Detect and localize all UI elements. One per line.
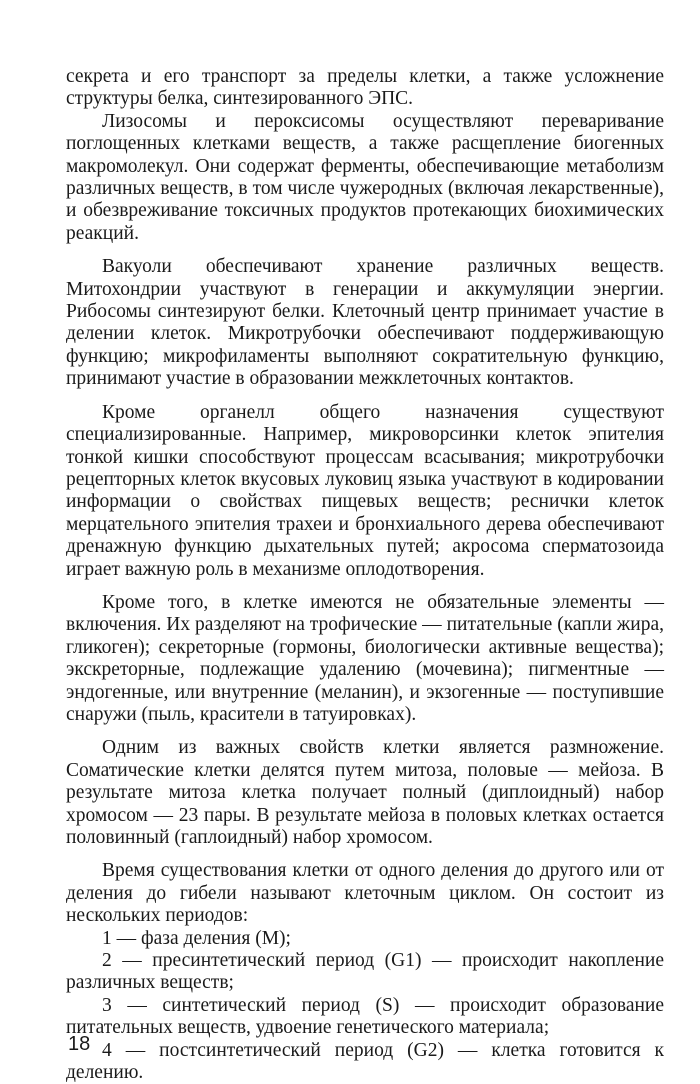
list-item-phase-2: 2 — пресинтетический период (G1) — происходит накопление различных веществ;: [66, 950, 664, 994]
paragraph-vacuoles: Вакуоли обеспечивают хранение различных веществ. Митохондрии участвуют в генерации и аккумуляции энергии. Рибосомы синтезируют белки. Клеточный центр принимает участие в делении клеток. Микротрубочки обеспечивают поддерживающую функцию; микрофиламенты выполняют сократительную функцию, принимают участие в образовании межклеточных контактов.: [66, 256, 664, 390]
paragraph-secretion-continuation: секрета и его транспорт за пределы клетки, а также усложнение структуры белка, синтезированного ЭПС.: [66, 66, 664, 110]
page-body-text: [66, 66, 664, 1084]
paragraph-specialized-organelles: Кроме органелл общего назначения существуют специализированные. Например, микроворсинки клеток эпителия тонкой кишки способствуют процессам всасывания; микротрубочки рецепторных клеток вкусовых луковиц языка участвуют в кодировании информации о свойствах пищевых веществ; реснички клеток мерцательного эпителия трахеи и бронхиального дерева обеспечивают дренажную функцию дыхательных путей; акросома сперматозоида играет важную роль в механизме оплодотворения.: [66, 401, 664, 580]
paragraph-lysosomes: Лизосомы и пероксисомы осуществляют переваривание поглощенных клетками веществ, а также расщепление биогенных макромолекул. Они содержат ферменты, обеспечивающие метаболизм различных веществ, в том числе чужеродных (включая лекарственные), и обезвреживание токсичных продуктов протекающих биохимических реакций.: [66, 110, 664, 244]
list-item-phase-4: 4 — постсинтетический период (G2) — клетка готовится к делению.: [66, 1039, 664, 1084]
list-item-phase-3: 3 — синтетический период (S) — происходит образование питательных веществ, удвоение генетического материала;: [66, 994, 664, 1039]
list-item-phase-1: 1 — фаза деления (М);: [102, 927, 291, 949]
paragraph-cell-cycle: Время существования клетки от одного деления до другого или от деления до гибели называют клеточным циклом. Он состоит из нескольких периодов:: [66, 860, 664, 927]
paragraph-reproduction: Одним из важных свойств клетки является размножение. Соматические клетки делятся путем митоза, половые — мейоза. В результате митоза клетка получает полный (диплоидный) набор хромосом — 23 пары. В результате мейоза в половых клетках остается половинный (гаплоидный) набор хромосом.: [66, 737, 664, 848]
page-number: 18: [68, 1033, 91, 1055]
paragraph-inclusions: Кроме того, в клетке имеются не обязательные элементы — включения. Их разделяют на трофические — питательные (капли жира, гликоген); секреторные (гормоны, биологически активные вещества); экскреторные, подлежащие удалению (мочевина); пигментные — эндогенные, или внутренние (меланин), и экзогенные — поступившие снаружи (пыль, красители в татуировках).: [66, 591, 664, 725]
